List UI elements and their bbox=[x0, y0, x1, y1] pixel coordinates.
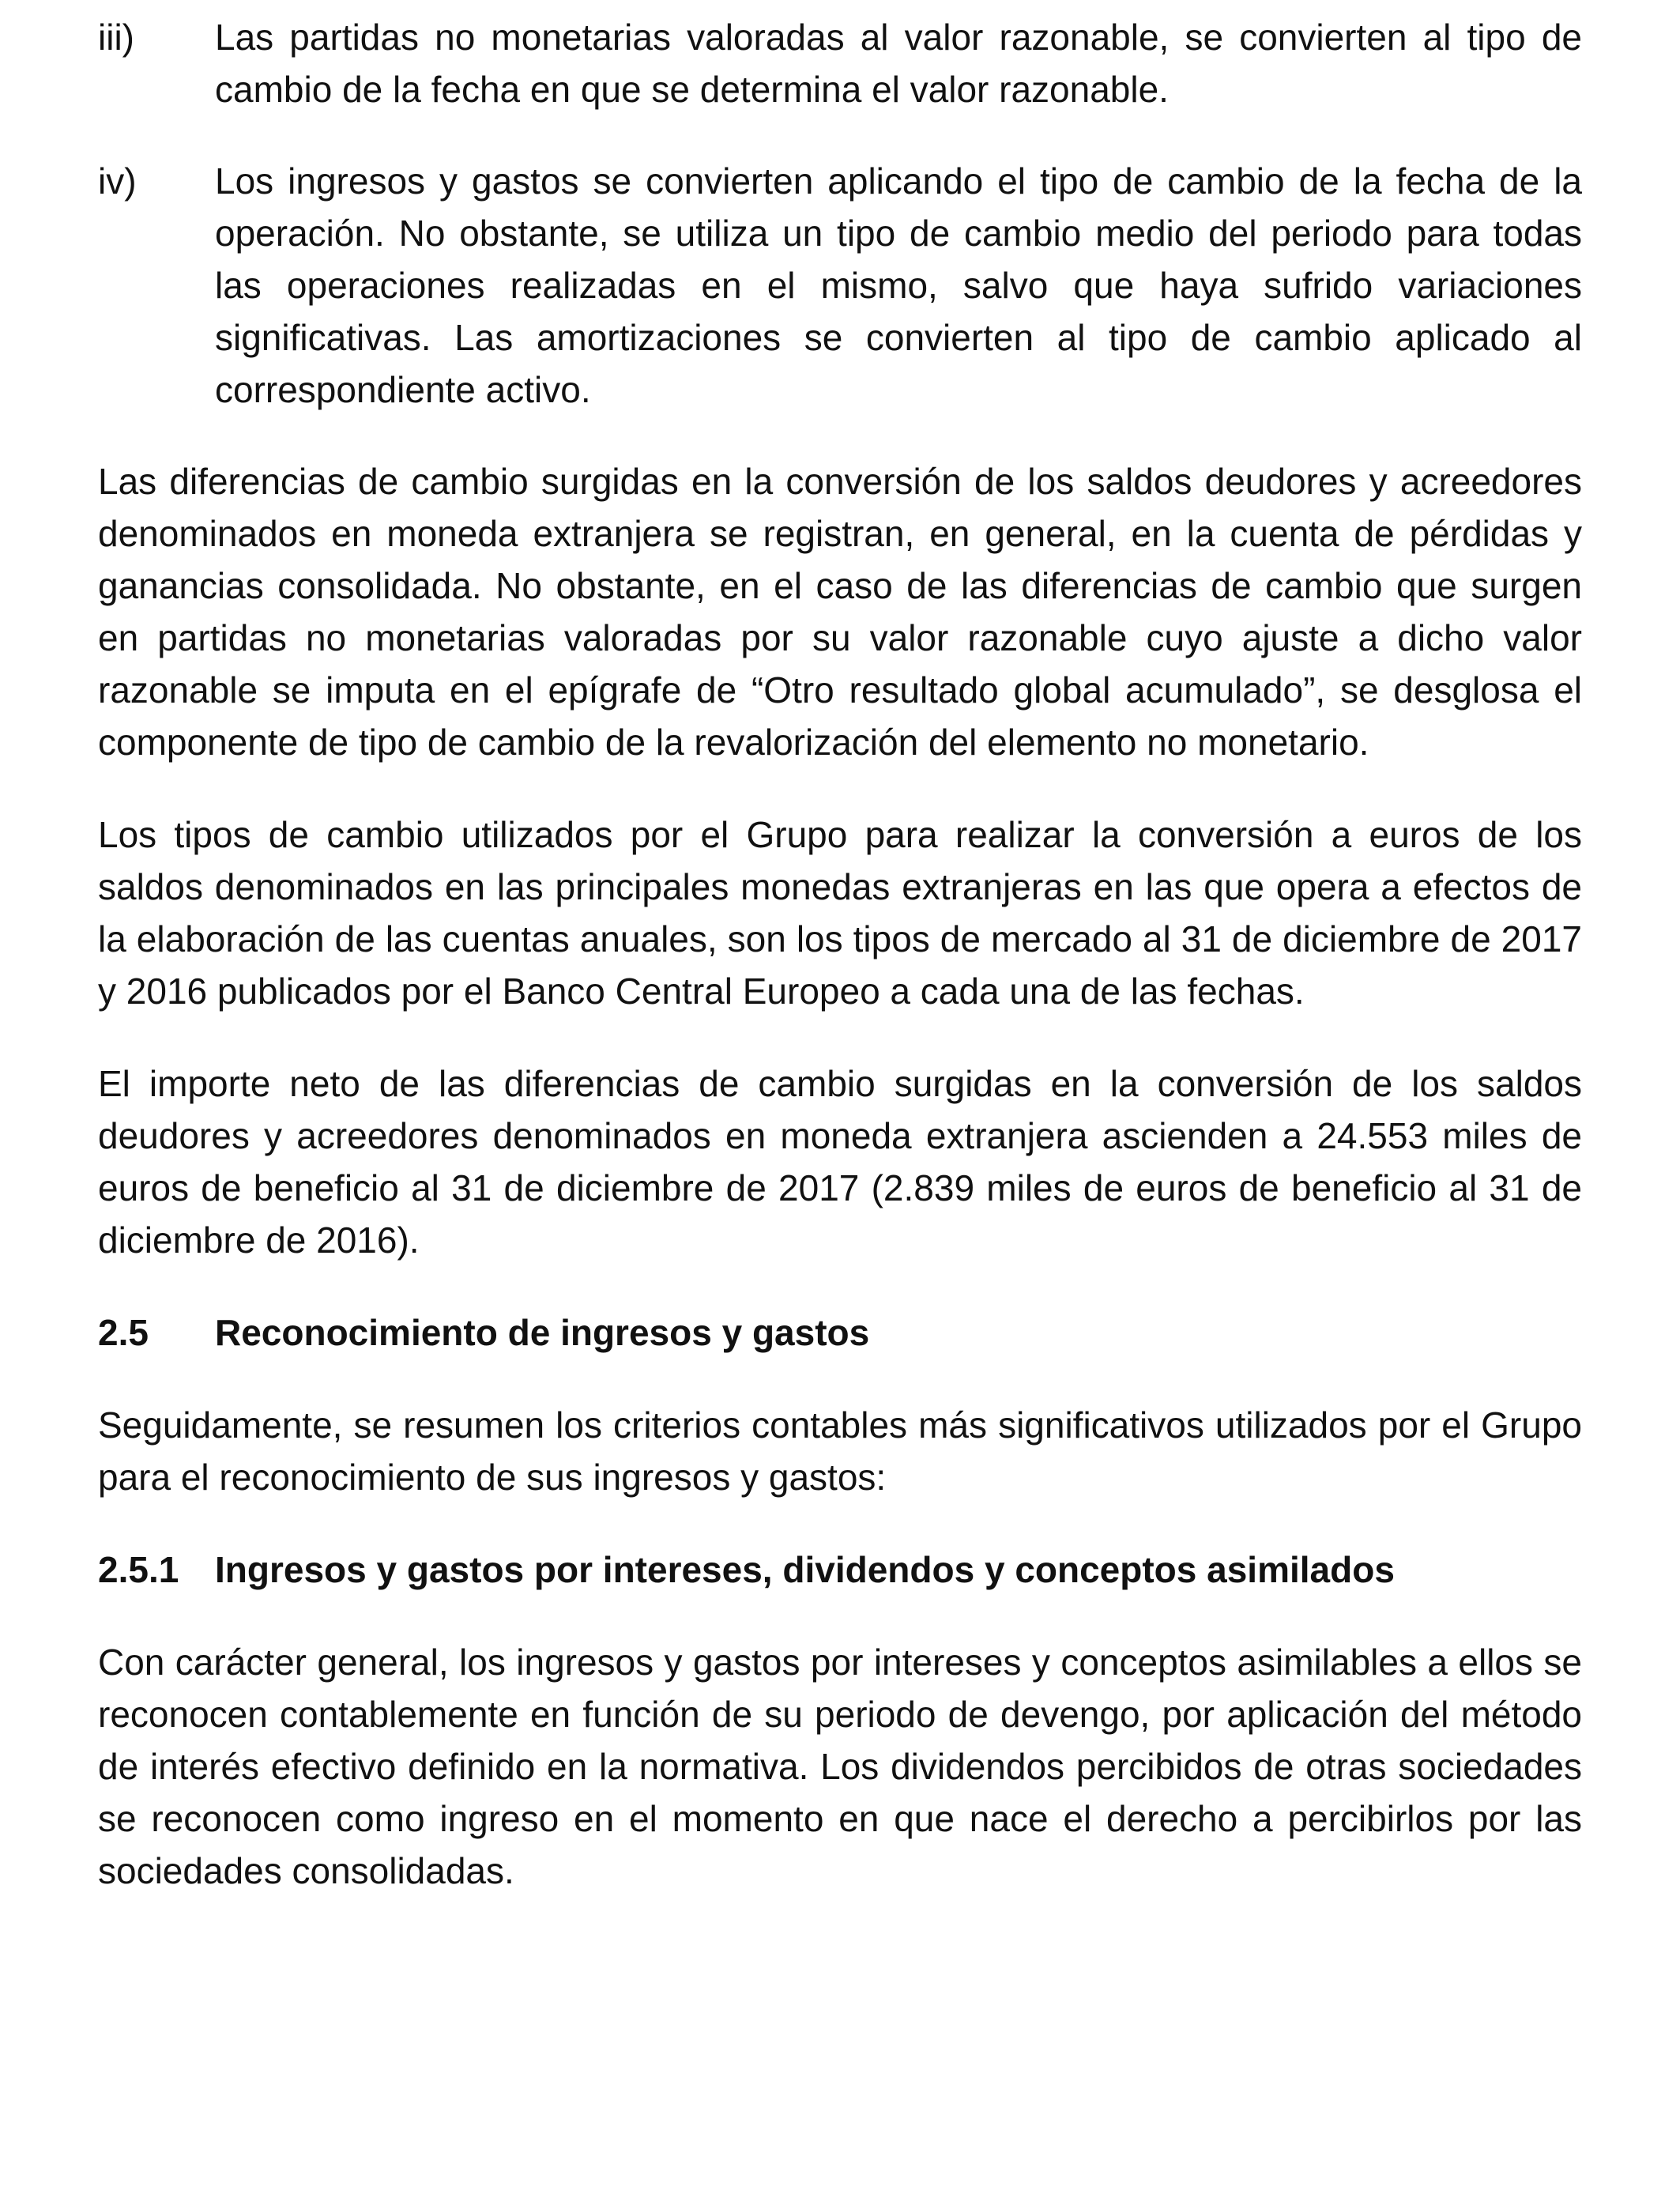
section-heading-2-5-1 bbox=[98, 1544, 1582, 1596]
section-title: Reconocimiento de ingresos y gastos bbox=[215, 1312, 870, 1353]
list-item-text: Los ingresos y gastos se convierten aplicando el tipo de cambio de la fecha de la operación. No obstante, se utiliza un tipo de cambio medio del periodo para todas las operaciones realizadas en el mismo, salvo que haya sufrido variaciones significativas. Las amortizaciones se convierten al tipo de cambio aplicado al correspondiente activo. bbox=[215, 160, 1582, 410]
document-page bbox=[98, 11, 1582, 1937]
list-marker: iii) bbox=[98, 17, 134, 58]
section-number: 2.5 bbox=[98, 1312, 149, 1353]
section-number: 2.5.1 bbox=[98, 1549, 179, 1590]
paragraph-section-2-5-1: Con carácter general, los ingresos y gastos por intereses y conceptos asimilables a ellos se reconocen contablemente en función de su periodo de devengo, por aplicación del método de interés efectivo definido en la normativa. Los dividendos percibidos de otras sociedades se reconocen como ingreso en el momento en que nace el derecho a percibirlos por las sociedades consolidadas. bbox=[98, 1642, 1582, 1891]
paragraph-section-2-5: Seguidamente, se resumen los criterios contables más significativos utilizados por el Grupo para el reconocimiento de sus ingresos y gastos: bbox=[98, 1404, 1582, 1498]
paragraph-exchange-differences: Las diferencias de cambio surgidas en la conversión de los saldos deudores y acreedores denominados en moneda extranjera se registran, en general, en la cuenta de pérdidas y ganancias consolidada. No obstante, en el caso de las diferencias de cambio que surgen en partidas no monetarias valoradas por su valor razonable cuyo ajuste a dicho valor razonable se imputa en el epígrafe de “Otro resultado global acumulado”, se desglosa el componente de tipo de cambio de la revalorización del elemento no monetario. bbox=[98, 461, 1582, 763]
section-title: Ingresos y gastos por intereses, dividendos y conceptos asimilados bbox=[215, 1549, 1395, 1590]
paragraph-net-amount: El importe neto de las diferencias de cambio surgidas en la conversión de los saldos deudores y acreedores denominados en moneda extranjera ascienden a 24.553 miles de euros de beneficio al 31 de diciembre de 2017 (2.839 miles de euros de beneficio al 31 de diciembre de 2016). bbox=[98, 1063, 1582, 1261]
section-heading-2-5 bbox=[98, 1306, 1582, 1359]
list-item-text: Las partidas no monetarias valoradas al valor razonable, se convierten al tipo de cambio de la fecha en que se determina el valor razonable. bbox=[215, 17, 1582, 110]
list-item-iv bbox=[98, 155, 1582, 416]
paragraph-exchange-rates: Los tipos de cambio utilizados por el Grupo para realizar la conversión a euros de los saldos denominados en las principales monedas extranjeras en las que opera a efectos de la elaboración de las cuentas anuales, son los tipos de mercado al 31 de diciembre de 2017 y 2016 publicados por el Banco Central Europeo a cada una de las fechas. bbox=[98, 814, 1582, 1012]
list-item-iii bbox=[98, 11, 1582, 115]
list-marker: iv) bbox=[98, 160, 137, 202]
